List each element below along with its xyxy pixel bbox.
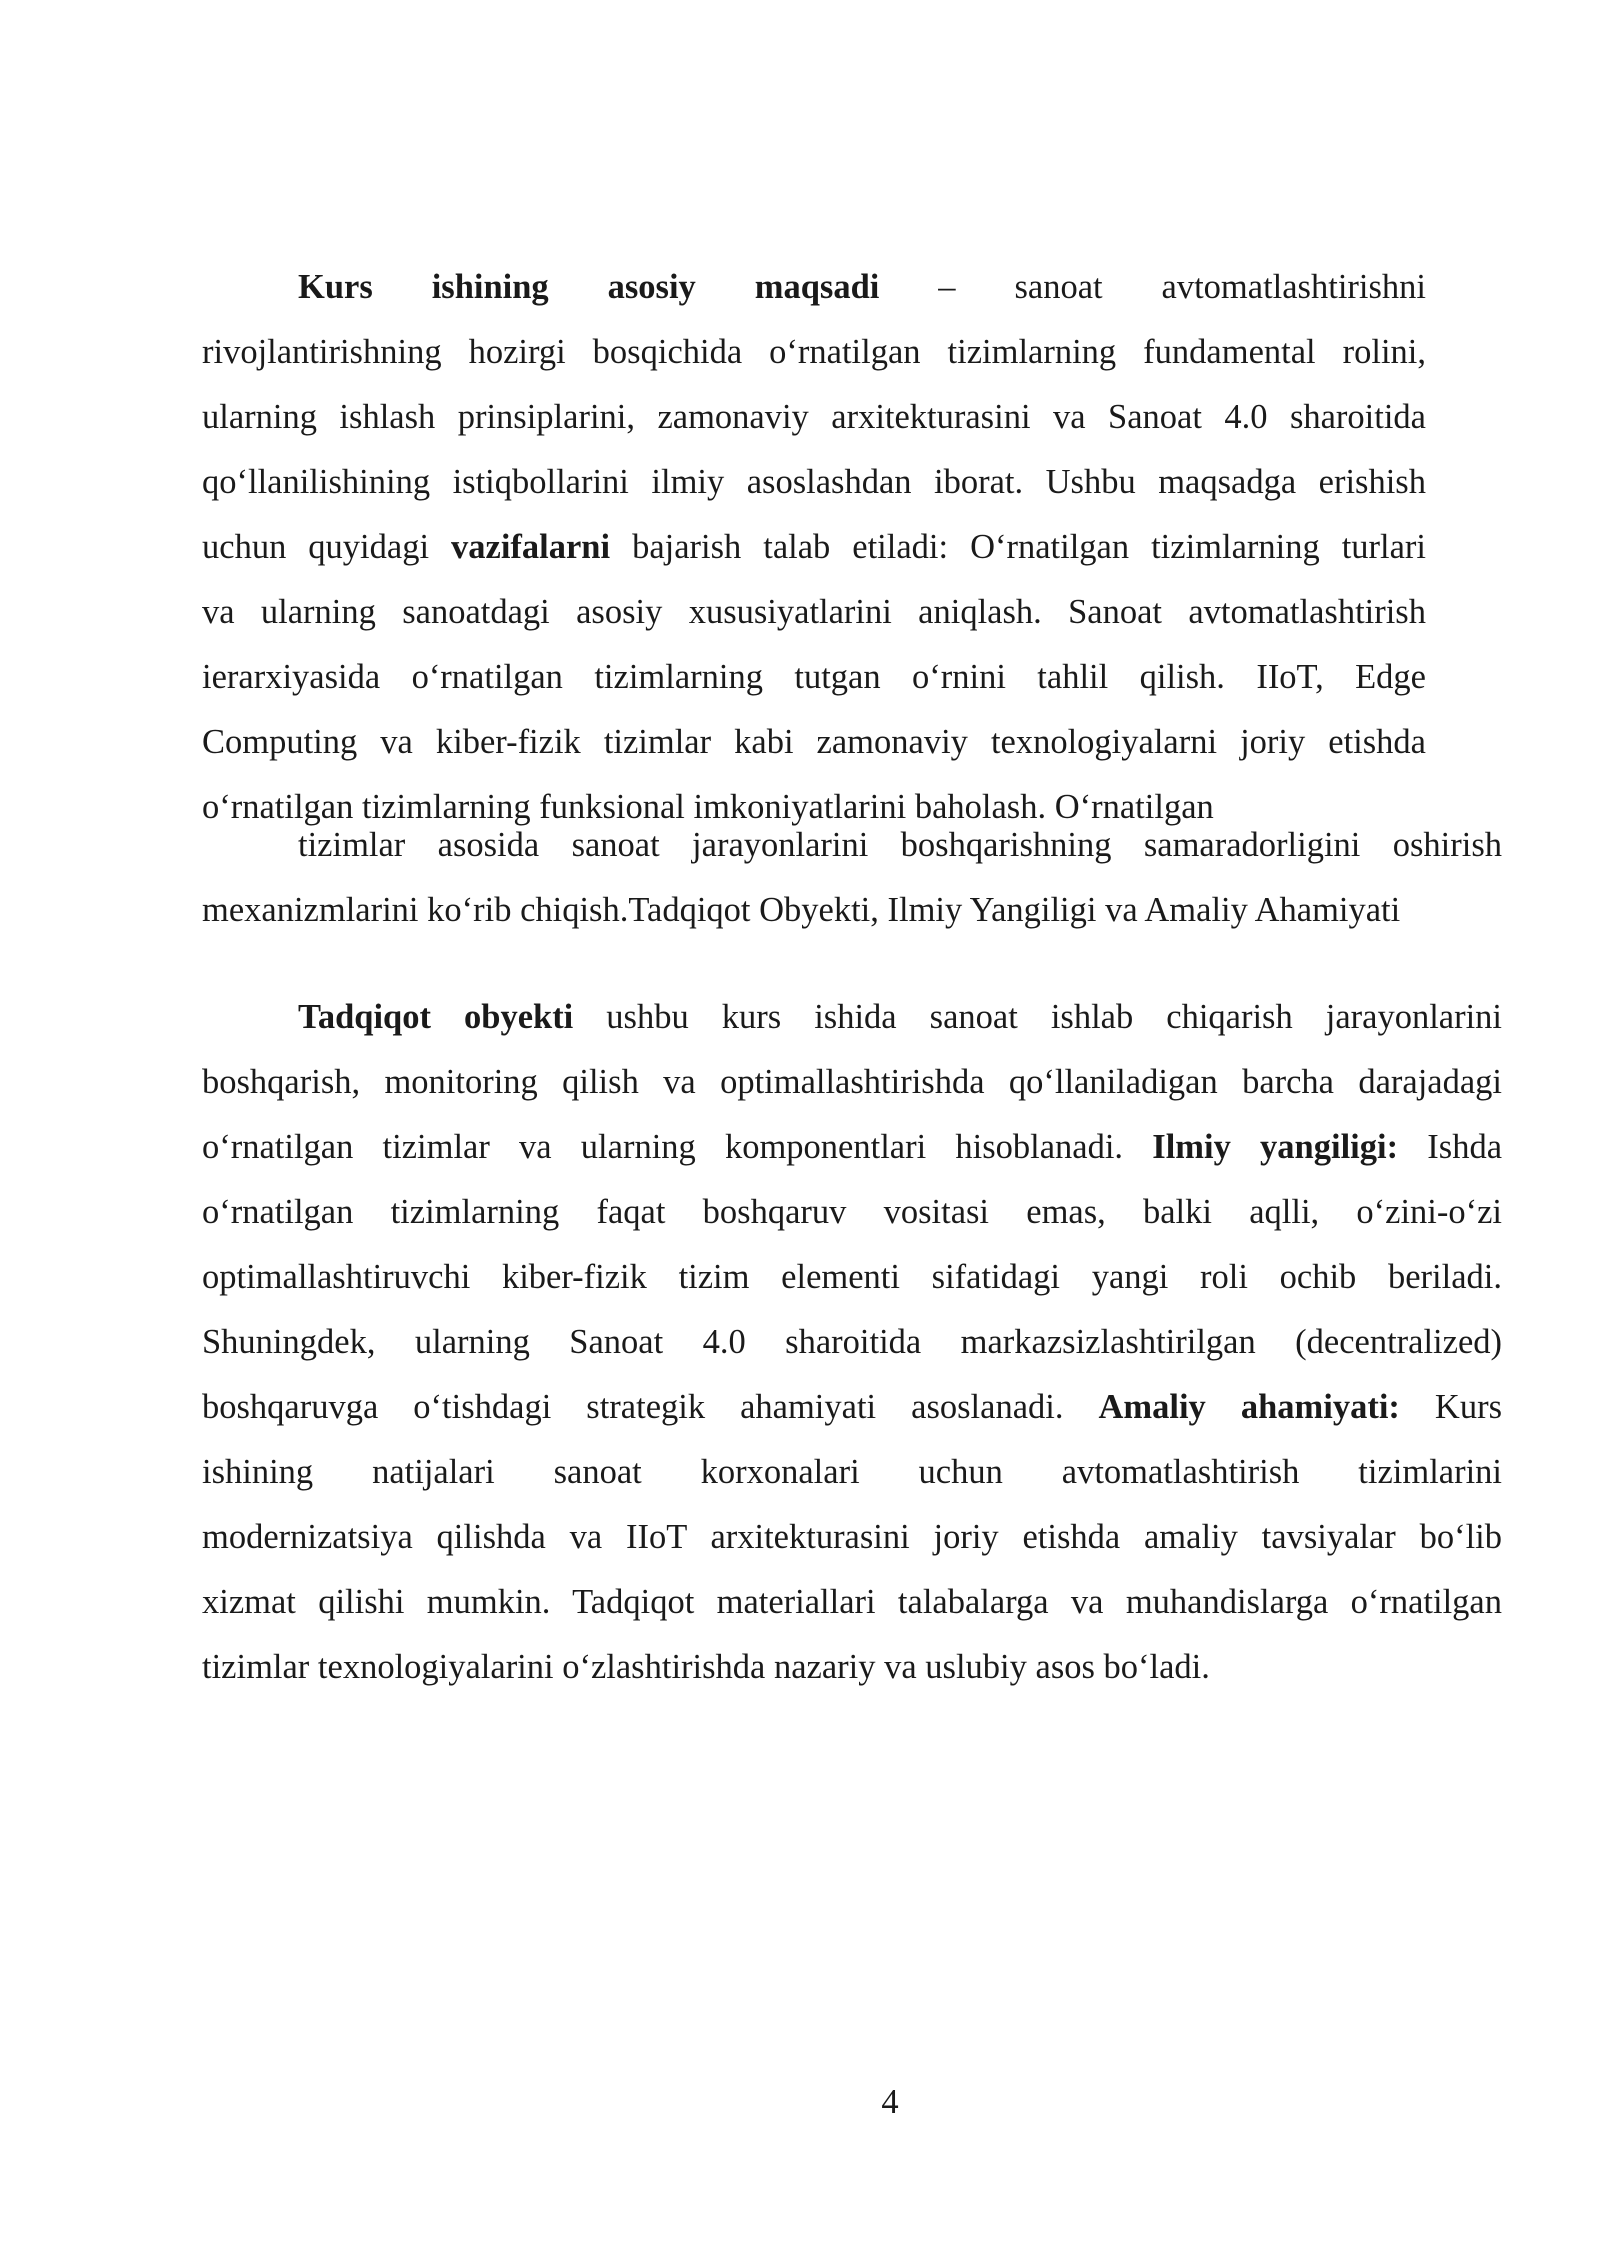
- text-run: o‘rnatilgan tizimlarning faqat boshqaruv vositasi emas, balki aqlli, o‘zini-o‘zi: [202, 1193, 1502, 1231]
- text-run: uchun quyidagi: [202, 528, 452, 566]
- bold-term: Kurs ishining asosiy maqsadi: [298, 268, 880, 306]
- text-line: [202, 985, 1502, 1050]
- text-run: xizmat qilishi mumkin. Tadqiqot materiallari talabalarga va muhandislarga o‘rnatilgan: [202, 1583, 1502, 1621]
- text-run: bajarish talab etiladi: O‘rnatilgan tizimlarning turlari: [610, 528, 1426, 566]
- text-line: [202, 1505, 1502, 1570]
- goal-paragraph-continuation: [202, 813, 1502, 943]
- text-line: [202, 645, 1426, 710]
- text-run: tizimlar texnologiyalarini o‘zlashtirishda nazariy va uslubiy asos bo‘ladi.: [202, 1648, 1210, 1686]
- text-line: [202, 1050, 1502, 1115]
- goal-paragraph: [202, 255, 1426, 840]
- text-run: – sanoat avtomatlashtirishni: [879, 268, 1426, 306]
- text-line: [202, 320, 1426, 385]
- text-run: mexanizmlarini ko‘rib chiqish.Tadqiqot Obyekti, Ilmiy Yangiligi va Amaliy Ahamiyati: [202, 891, 1401, 929]
- text-line: [202, 1180, 1502, 1245]
- text-run: ierarxiyasida o‘rnatilgan tizimlarning tutgan o‘rnini tahlil qilish. IIoT, Edge: [202, 658, 1426, 696]
- text-line: [202, 1245, 1502, 1310]
- text-run: Ishda: [1398, 1128, 1503, 1166]
- text-line: [202, 1570, 1502, 1635]
- text-run: boshqaruvga o‘tishdagi strategik ahamiyati asoslanadi.: [202, 1388, 1099, 1426]
- text-line: [202, 710, 1426, 775]
- text-line: [202, 1310, 1502, 1375]
- text-line: [202, 813, 1502, 878]
- bold-term: vazifalarni: [451, 528, 611, 566]
- text-run: rivojlantirishning hozirgi bosqichida o‘rnatilgan tizimlarning fundamental rolini,: [202, 333, 1426, 371]
- text-run: modernizatsiya qilishda va IIoT arxitekturasini joriy etishda amaliy tavsiyalar bo‘lib: [202, 1518, 1502, 1556]
- text-run: boshqarish, monitoring qilish va optimallashtirishda qo‘llaniladigan barcha darajadagi: [202, 1063, 1502, 1101]
- text-line: [202, 515, 1426, 580]
- text-line: [202, 878, 1502, 943]
- text-line: [202, 1440, 1502, 1505]
- text-run: optimallashtiruvchi kiber-fizik tizim elementi sifatidagi yangi roli ochib beriladi.: [202, 1258, 1502, 1296]
- text-run: ushbu kurs ishida sanoat ishlab chiqarish jarayonlarini: [573, 998, 1502, 1036]
- text-run: tizimlar asosida sanoat jarayonlarini boshqarishning samaradorligini oshirish: [298, 826, 1502, 864]
- page-number: 4: [881, 2083, 899, 2121]
- research-object-paragraph: [202, 985, 1502, 1700]
- text-run: Shuningdek, ularning Sanoat 4.0 sharoitida markazsizlashtirilgan (decentralized): [202, 1323, 1502, 1361]
- bold-term: Amaliy ahamiyati:: [1098, 1388, 1400, 1426]
- bold-term: Ilmiy yangiligi:: [1152, 1128, 1399, 1166]
- text-run: o‘rnatilgan tizimlar va ularning komponentlari hisoblanadi.: [202, 1128, 1153, 1166]
- text-line: [202, 1635, 1502, 1700]
- text-run: Kurs: [1399, 1388, 1502, 1426]
- bold-term: Tadqiqot obyekti: [298, 998, 574, 1036]
- text-run: ishining natijalari sanoat korxonalari uchun avtomatlashtirish tizimlarini: [202, 1453, 1502, 1491]
- text-run: va ularning sanoatdagi asosiy xususiyatlarini aniqlash. Sanoat avtomatlashtirish: [202, 593, 1426, 631]
- text-run: ularning ishlash prinsiplarini, zamonaviy arxitekturasini va Sanoat 4.0 sharoitida: [202, 398, 1426, 436]
- text-line: [202, 450, 1426, 515]
- text-line: [202, 1115, 1502, 1180]
- text-run: o‘rnatilgan tizimlarning funksional imkoniyatlarini baholash. O‘rnatilgan: [202, 788, 1214, 826]
- text-line: [202, 385, 1426, 450]
- text-line: [202, 255, 1426, 320]
- text-run: Computing va kiber-fizik tizimlar kabi zamonaviy texnologiyalarni joriy etishda: [202, 723, 1426, 761]
- text-line: [202, 1375, 1502, 1440]
- text-line: [202, 580, 1426, 645]
- text-run: qo‘llanilishining istiqbollarini ilmiy asoslashdan iborat. Ushbu maqsadga erishish: [202, 463, 1426, 501]
